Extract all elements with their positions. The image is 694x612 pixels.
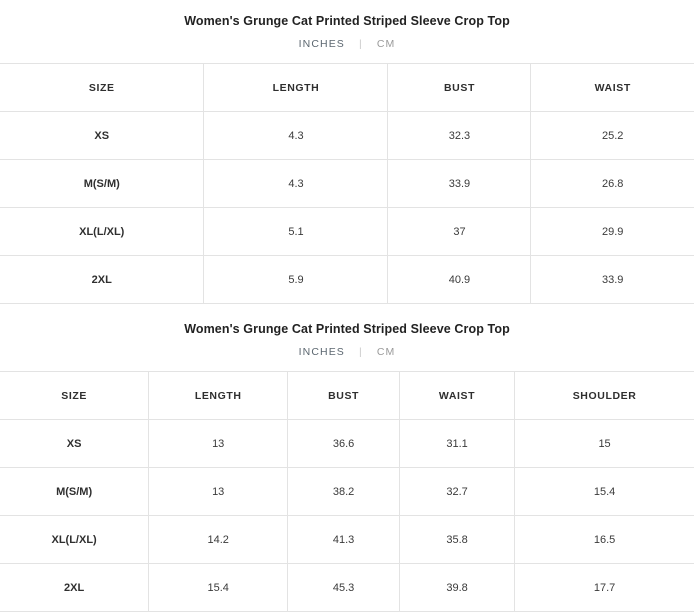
cell-size: 2XL: [0, 256, 204, 304]
cell-waist: 26.8: [531, 160, 694, 208]
table-row: [0, 468, 694, 516]
cell-waist: 39.8: [399, 564, 514, 612]
cell-length: 13: [149, 420, 288, 468]
size-chart-block-1: [0, 0, 694, 304]
cell-length: 4.3: [204, 160, 388, 208]
column-header-length: LENGTH: [204, 64, 388, 112]
cell-size: XL(L/XL): [0, 516, 149, 564]
column-header-waist: WAIST: [399, 372, 514, 420]
size-table-2: [0, 371, 694, 612]
cell-size: XL(L/XL): [0, 208, 204, 256]
column-header-shoulder: SHOULDER: [515, 372, 694, 420]
cell-waist: 32.7: [399, 468, 514, 516]
table-row: [0, 516, 694, 564]
table-row: [0, 208, 694, 256]
page-title-2: Women's Grunge Cat Printed Striped Sleeve Crop Top: [184, 322, 510, 336]
cell-shoulder: 15: [515, 420, 694, 468]
column-header-waist: WAIST: [531, 64, 694, 112]
cell-length: 14.2: [149, 516, 288, 564]
cell-length: 4.3: [204, 112, 388, 160]
cell-length: 5.1: [204, 208, 388, 256]
cell-waist: 29.9: [531, 208, 694, 256]
cell-bust: 32.3: [388, 112, 531, 160]
unit-switch-1: [0, 38, 694, 63]
size-table-1: [0, 63, 694, 304]
unit-separator-2: |: [358, 346, 363, 358]
unit-switch-2: [0, 346, 694, 371]
cell-bust: 41.3: [288, 516, 400, 564]
cell-shoulder: 17.7: [515, 564, 694, 612]
cell-length: 5.9: [204, 256, 388, 304]
unit-inches-1[interactable]: INCHES: [298, 38, 345, 50]
column-header-bust: BUST: [288, 372, 400, 420]
cell-size: XS: [0, 112, 204, 160]
cell-shoulder: 16.5: [515, 516, 694, 564]
table-row: [0, 420, 694, 468]
table-row: [0, 160, 694, 208]
cell-length: 13: [149, 468, 288, 516]
cell-bust: 37: [388, 208, 531, 256]
cell-waist: 33.9: [531, 256, 694, 304]
cell-bust: 36.6: [288, 420, 400, 468]
column-header-length: LENGTH: [149, 372, 288, 420]
cell-shoulder: 15.4: [515, 468, 694, 516]
table-row: [0, 112, 694, 160]
unit-cm-1[interactable]: CM: [376, 38, 396, 50]
unit-separator-1: |: [358, 38, 363, 50]
cell-waist: 31.1: [399, 420, 514, 468]
cell-bust: 40.9: [388, 256, 531, 304]
cell-bust: 45.3: [288, 564, 400, 612]
cell-waist: 35.8: [399, 516, 514, 564]
cell-size: M(S/M): [0, 160, 204, 208]
column-header-size: SIZE: [0, 64, 204, 112]
column-header-size: SIZE: [0, 372, 149, 420]
table-row: [0, 256, 694, 304]
cell-size: XS: [0, 420, 149, 468]
page-title-1: Women's Grunge Cat Printed Striped Sleeve Crop Top: [184, 14, 510, 28]
table-header-row: [0, 64, 694, 112]
cell-bust: 33.9: [388, 160, 531, 208]
unit-cm-2[interactable]: CM: [376, 346, 396, 358]
cell-bust: 38.2: [288, 468, 400, 516]
cell-waist: 25.2: [531, 112, 694, 160]
table-row: [0, 564, 694, 612]
cell-size: 2XL: [0, 564, 149, 612]
cell-size: M(S/M): [0, 468, 149, 516]
size-chart-block-2: [0, 308, 694, 612]
cell-length: 15.4: [149, 564, 288, 612]
unit-inches-2[interactable]: INCHES: [298, 346, 345, 358]
table-header-row: [0, 372, 694, 420]
column-header-bust: BUST: [388, 64, 531, 112]
